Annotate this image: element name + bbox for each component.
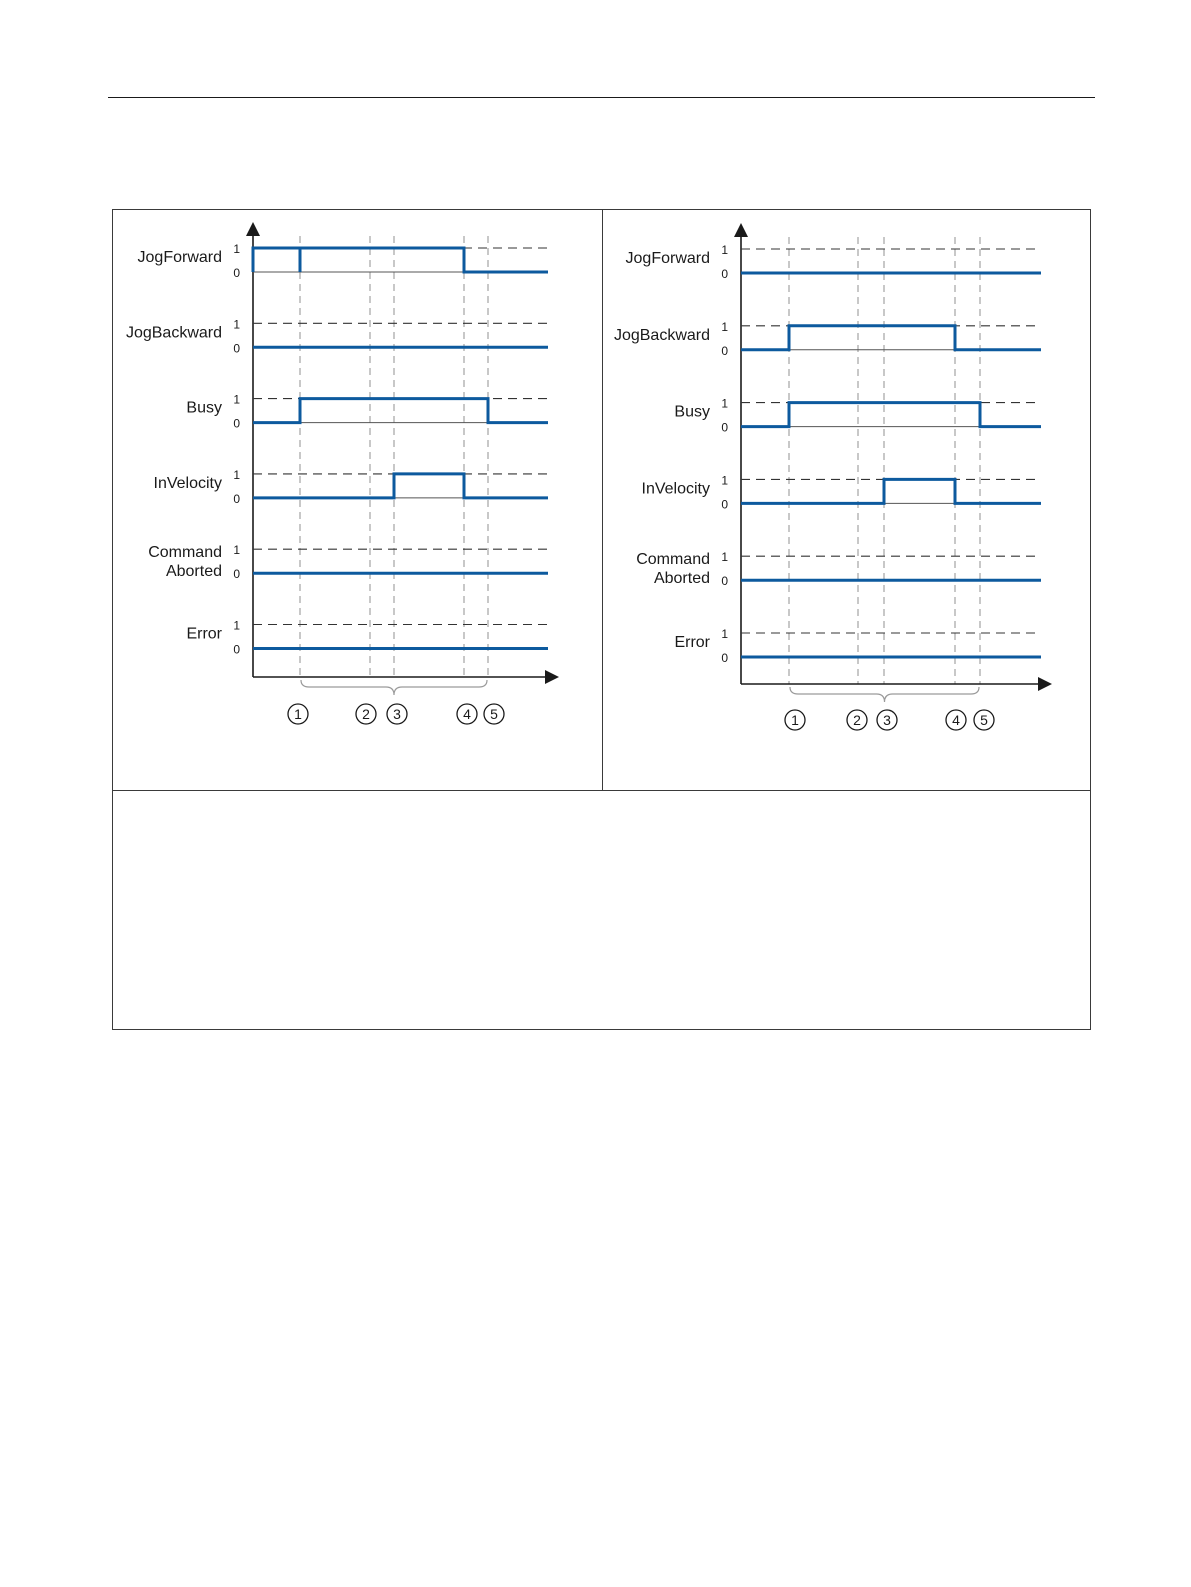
level-label-1: 1	[721, 550, 728, 565]
signal-name: Aborted	[653, 570, 710, 588]
marker-circle-3	[877, 710, 897, 730]
level-label-0: 0	[721, 574, 728, 589]
time-axis-arrow	[1038, 677, 1052, 691]
level-label-0: 0	[233, 266, 240, 280]
marker-number: 1	[791, 712, 799, 728]
signal-jogforward	[626, 243, 1041, 281]
level-label-0: 0	[721, 651, 728, 665]
level-label-1: 1	[233, 618, 240, 633]
level-label-0: 0	[233, 642, 240, 657]
marker-number: 4	[952, 712, 960, 728]
level-label-1: 1	[233, 242, 240, 256]
level-label-1: 1	[233, 392, 240, 407]
signal-waveform	[741, 326, 1041, 350]
time-span-brace	[790, 687, 979, 702]
signal-name: Busy	[186, 399, 222, 417]
signal-name: InVelocity	[153, 474, 222, 492]
level-label-1: 1	[721, 627, 728, 641]
marker-number: 5	[490, 706, 498, 722]
marker-number: 2	[362, 706, 370, 722]
signal-name: JogBackward	[613, 326, 710, 344]
level-label-0: 0	[233, 416, 240, 431]
signal-jogbackward	[614, 320, 1041, 358]
signal-waveform	[741, 479, 1041, 503]
level-label-1: 1	[721, 243, 728, 257]
signal-name: Error	[186, 625, 222, 643]
level-label-0: 0	[721, 497, 728, 512]
marker-number: 1	[294, 706, 302, 722]
signal-name: Aborted	[165, 563, 222, 581]
marker-circle-4	[946, 710, 966, 730]
signal-name: InVelocity	[641, 480, 710, 498]
marker-number: 2	[853, 712, 861, 728]
level-label-1: 1	[233, 467, 240, 482]
marker-circle-2	[847, 710, 867, 730]
signal-name: Error	[674, 634, 710, 651]
signal-name: Busy	[674, 403, 710, 421]
signal-name: JogForward	[625, 250, 710, 267]
signal-name: Command	[148, 544, 222, 562]
signal-busy	[674, 397, 1041, 435]
level-label-0: 0	[233, 491, 240, 506]
signal-name: JogBackward	[125, 324, 222, 342]
marker-number: 4	[463, 706, 471, 722]
marker-number: 3	[883, 712, 891, 728]
marker-circle-5	[974, 710, 994, 730]
level-label-1: 1	[721, 473, 728, 488]
level-label-1: 1	[233, 543, 240, 558]
level-label-0: 0	[721, 343, 728, 358]
level-label-1: 1	[721, 396, 728, 411]
signal-waveform	[741, 403, 1041, 427]
marker-number: 3	[393, 706, 401, 722]
level-label-0: 0	[721, 420, 728, 435]
level-label-0: 0	[233, 341, 240, 356]
signal-name: JogForward	[137, 249, 222, 266]
level-label-1: 1	[233, 317, 240, 332]
level-label-1: 1	[721, 319, 728, 334]
marker-number: 5	[980, 712, 988, 728]
signal-invelocity	[642, 473, 1041, 511]
level-label-0: 0	[721, 267, 728, 281]
marker-circle-1	[785, 710, 805, 730]
y-axis-arrow	[734, 223, 748, 237]
level-label-0: 0	[233, 567, 240, 582]
signal-name: Command	[636, 551, 710, 569]
